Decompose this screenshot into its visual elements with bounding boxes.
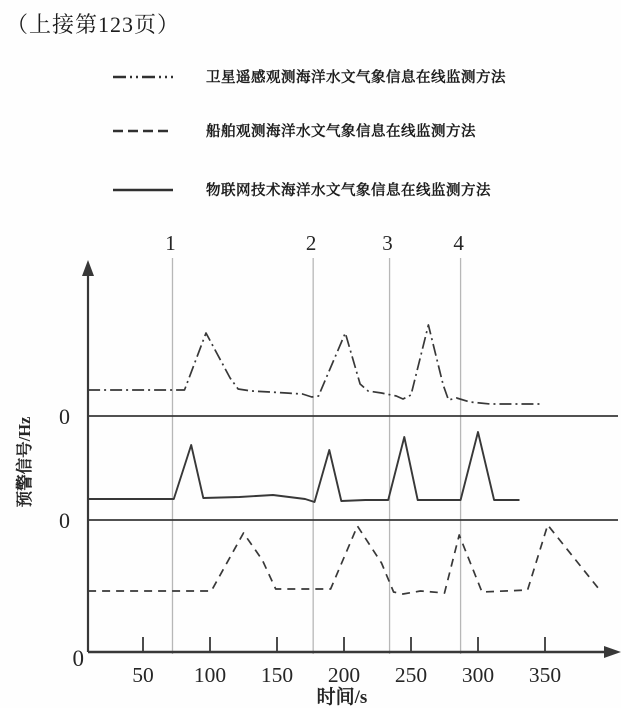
panel-zero-label: 0 — [59, 404, 70, 429]
y-axis-arrow-icon — [82, 260, 94, 276]
x-tick-label: 150 — [260, 663, 294, 687]
x-tick-label: 200 — [327, 663, 361, 687]
legend-label: 物联网技术海洋水文气象信息在线监测方法 — [206, 183, 491, 199]
series-iot-line — [88, 432, 519, 502]
panel-zero-label: 0 — [59, 508, 70, 533]
x-tick-label: 250 — [394, 663, 428, 687]
event-label-2: 2 — [305, 231, 317, 255]
legend-label: 船舶观测海洋水文气象信息在线监测方法 — [206, 124, 476, 140]
series-ship-line — [88, 525, 601, 594]
series-satellite-line — [88, 325, 539, 404]
x-tick-label: 50 — [132, 663, 154, 687]
x-axis-arrow-icon — [604, 646, 621, 658]
x-tick-label: 100 — [193, 663, 227, 687]
origin-zero-label: 0 — [72, 646, 84, 671]
event-label-4: 4 — [453, 231, 464, 255]
legend-label: 卫星遥感观测海洋水文气象信息在线监测方法 — [206, 70, 506, 86]
y-axis-title: 预警信号/Hz — [15, 416, 34, 508]
x-tick-label: 300 — [461, 663, 495, 687]
page-continuation-note: （上接第123页） — [6, 12, 181, 37]
event-label-3: 3 — [382, 231, 393, 255]
event-label-1: 1 — [165, 231, 176, 255]
x-tick-label: 350 — [528, 663, 562, 687]
x-axis-title: 时间/s — [316, 687, 368, 708]
